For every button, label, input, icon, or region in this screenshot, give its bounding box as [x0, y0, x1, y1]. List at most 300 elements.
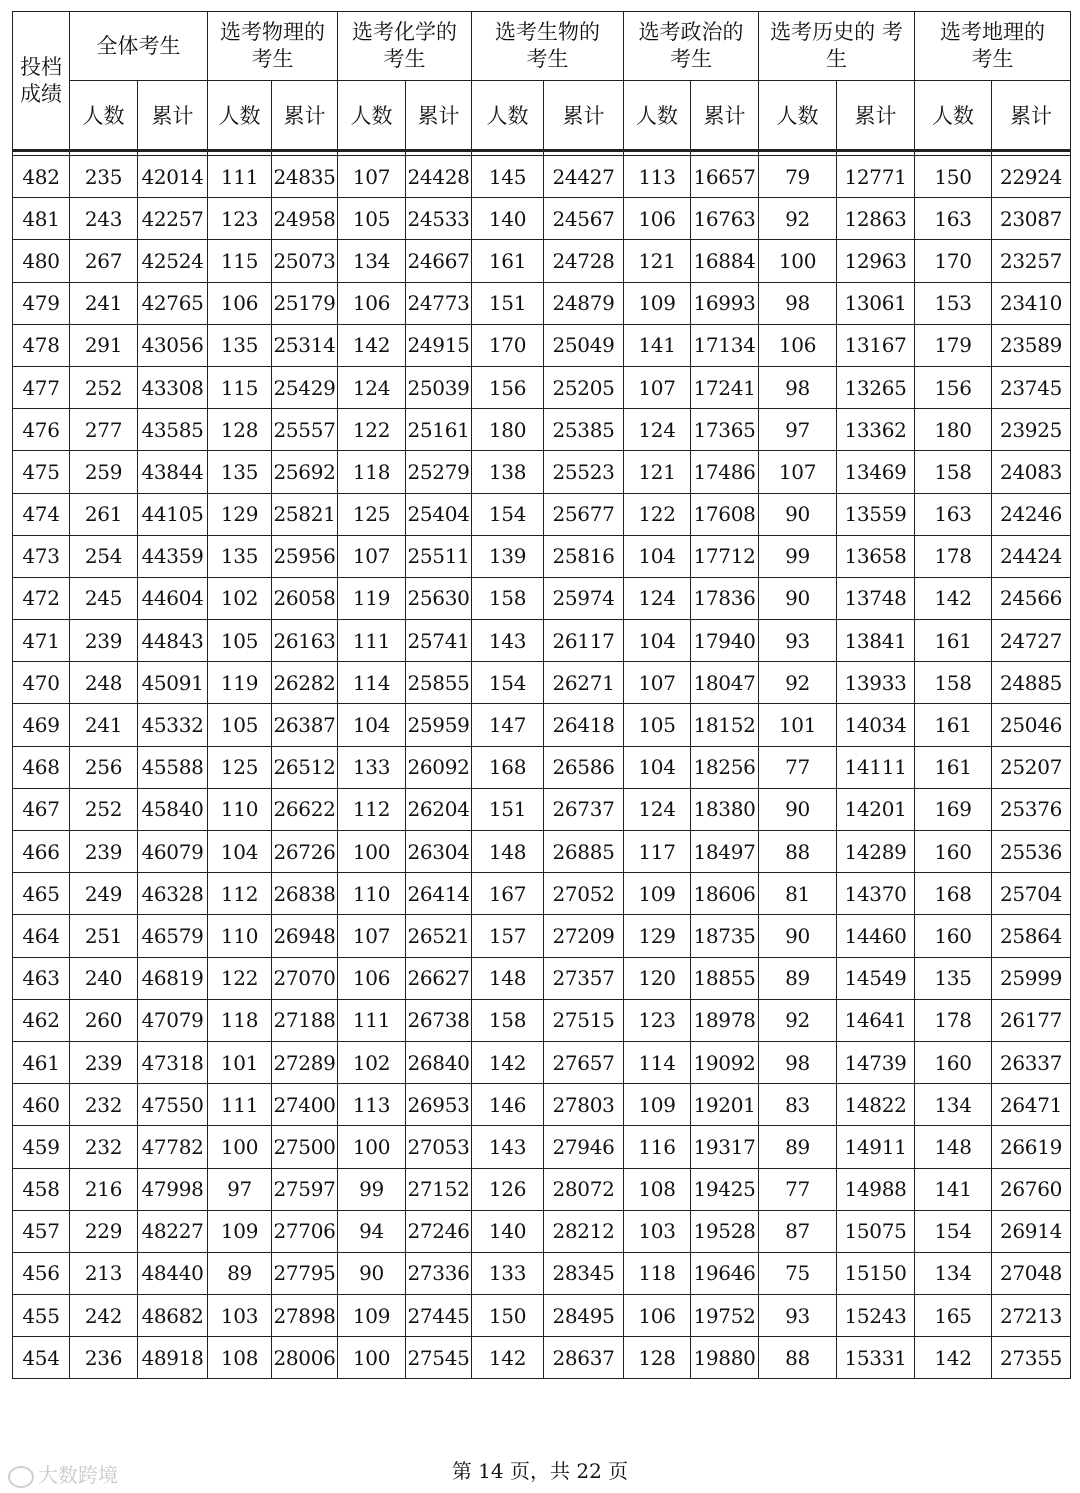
cumulative-cell: 16884	[691, 240, 759, 282]
cumulative-cell: 24424	[992, 535, 1071, 577]
count-cell: 106	[208, 282, 272, 324]
table-row	[13, 577, 1071, 619]
cumulative-cell: 17134	[691, 324, 759, 366]
count-cell: 104	[624, 535, 691, 577]
count-cell: 75	[759, 1252, 837, 1294]
count-cell: 267	[70, 240, 138, 282]
cumulative-cell: 24915	[406, 324, 472, 366]
cumulative-cell: 19880	[691, 1337, 759, 1379]
cumulative-cell: 25704	[992, 873, 1071, 915]
count-cell: 142	[472, 1041, 544, 1083]
cumulative-cell: 16657	[691, 156, 759, 198]
count-cell: 160	[915, 831, 992, 873]
count-cell: 113	[338, 1084, 406, 1126]
cumulative-cell: 24246	[992, 493, 1071, 535]
count-cell: 102	[208, 577, 272, 619]
cumulative-cell: 13469	[837, 451, 915, 493]
count-cell: 88	[759, 1337, 837, 1379]
cumulative-cell: 26737	[544, 788, 624, 830]
cumulative-cell: 25692	[272, 451, 338, 493]
cumulative-cell: 24567	[544, 198, 624, 240]
cumulative-cell: 13167	[837, 324, 915, 366]
table-row	[13, 1126, 1071, 1168]
cumulative-cell: 24533	[406, 198, 472, 240]
count-cell: 104	[624, 620, 691, 662]
count-cell: 124	[338, 366, 406, 408]
count-cell: 124	[624, 577, 691, 619]
count-cell: 104	[624, 746, 691, 788]
cumulative-column-header: 累计	[837, 81, 915, 151]
cumulative-cell: 25557	[272, 409, 338, 451]
cumulative-cell: 19528	[691, 1210, 759, 1252]
cumulative-cell: 25179	[272, 282, 338, 324]
cumulative-column-header: 累计	[992, 81, 1071, 151]
cumulative-cell: 28072	[544, 1168, 624, 1210]
count-cell: 256	[70, 746, 138, 788]
cumulative-cell: 18978	[691, 999, 759, 1041]
cumulative-cell: 26282	[272, 662, 338, 704]
cumulative-cell: 26271	[544, 662, 624, 704]
count-cell: 143	[472, 1126, 544, 1168]
count-cell: 261	[70, 493, 138, 535]
cumulative-cell: 24427	[544, 156, 624, 198]
cumulative-cell: 18497	[691, 831, 759, 873]
cumulative-cell: 42524	[138, 240, 208, 282]
cumulative-cell: 27188	[272, 999, 338, 1041]
count-cell: 101	[208, 1041, 272, 1083]
count-cell: 259	[70, 451, 138, 493]
cumulative-cell: 19425	[691, 1168, 759, 1210]
count-cell: 88	[759, 831, 837, 873]
score-cell: 481	[13, 198, 70, 240]
count-cell: 89	[759, 957, 837, 999]
count-cell: 90	[759, 493, 837, 535]
table-row	[13, 957, 1071, 999]
cumulative-cell: 43844	[138, 451, 208, 493]
cumulative-cell: 26414	[406, 873, 472, 915]
cumulative-cell: 42257	[138, 198, 208, 240]
cumulative-cell: 26471	[992, 1084, 1071, 1126]
cumulative-cell: 25523	[544, 451, 624, 493]
count-cell: 239	[70, 831, 138, 873]
cumulative-cell: 24667	[406, 240, 472, 282]
score-cell: 457	[13, 1210, 70, 1252]
count-cell: 143	[472, 620, 544, 662]
cumulative-cell: 26163	[272, 620, 338, 662]
count-cell: 241	[70, 282, 138, 324]
count-cell: 117	[624, 831, 691, 873]
count-cell: 109	[624, 1084, 691, 1126]
count-cell: 110	[338, 873, 406, 915]
count-cell: 90	[759, 577, 837, 619]
cumulative-cell: 27445	[406, 1295, 472, 1337]
count-cell: 245	[70, 577, 138, 619]
cumulative-cell: 12771	[837, 156, 915, 198]
table-row	[13, 620, 1071, 662]
count-cell: 158	[472, 999, 544, 1041]
count-cell: 168	[915, 873, 992, 915]
count-cell: 124	[624, 788, 691, 830]
count-cell: 179	[915, 324, 992, 366]
cumulative-cell: 12963	[837, 240, 915, 282]
cumulative-cell: 18606	[691, 873, 759, 915]
count-cell: 135	[208, 451, 272, 493]
count-cell: 156	[472, 366, 544, 408]
cumulative-cell: 17712	[691, 535, 759, 577]
count-cell: 157	[472, 915, 544, 957]
count-cell: 119	[208, 662, 272, 704]
score-cell: 478	[13, 324, 70, 366]
count-cell: 124	[624, 409, 691, 451]
cumulative-cell: 26521	[406, 915, 472, 957]
count-cell: 148	[915, 1126, 992, 1168]
cumulative-cell: 27946	[544, 1126, 624, 1168]
cumulative-cell: 25511	[406, 535, 472, 577]
cumulative-column-header: 累计	[138, 81, 208, 151]
count-cell: 115	[208, 366, 272, 408]
table-row	[13, 1084, 1071, 1126]
cumulative-cell: 17608	[691, 493, 759, 535]
count-cell: 232	[70, 1126, 138, 1168]
count-cell: 100	[338, 831, 406, 873]
count-cell: 113	[624, 156, 691, 198]
table-row	[13, 704, 1071, 746]
count-cell: 291	[70, 324, 138, 366]
cumulative-cell: 25816	[544, 535, 624, 577]
score-cell: 476	[13, 409, 70, 451]
count-cell: 158	[915, 451, 992, 493]
cumulative-cell: 26738	[406, 999, 472, 1041]
count-cell: 125	[338, 493, 406, 535]
count-cell: 77	[759, 746, 837, 788]
count-cell: 249	[70, 873, 138, 915]
cumulative-column-header: 累计	[691, 81, 759, 151]
cumulative-cell: 27898	[272, 1295, 338, 1337]
cumulative-cell: 23589	[992, 324, 1071, 366]
count-cell: 160	[915, 915, 992, 957]
score-cell: 477	[13, 366, 70, 408]
cumulative-cell: 18152	[691, 704, 759, 746]
table-row	[13, 1168, 1071, 1210]
cumulative-cell: 46579	[138, 915, 208, 957]
cumulative-cell: 27597	[272, 1168, 338, 1210]
cumulative-cell: 27289	[272, 1041, 338, 1083]
cumulative-cell: 17836	[691, 577, 759, 619]
cumulative-cell: 47318	[138, 1041, 208, 1083]
cumulative-cell: 19646	[691, 1252, 759, 1294]
count-cell: 151	[472, 282, 544, 324]
count-cell: 122	[208, 957, 272, 999]
count-cell: 129	[624, 915, 691, 957]
table-row	[13, 409, 1071, 451]
cumulative-cell: 46819	[138, 957, 208, 999]
cumulative-cell: 25959	[406, 704, 472, 746]
count-cell: 150	[915, 156, 992, 198]
cumulative-cell: 46079	[138, 831, 208, 873]
count-cell: 134	[915, 1084, 992, 1126]
cumulative-cell: 12863	[837, 198, 915, 240]
cumulative-cell: 27048	[992, 1252, 1071, 1294]
count-cell: 83	[759, 1084, 837, 1126]
count-cell: 133	[338, 746, 406, 788]
cumulative-cell: 27706	[272, 1210, 338, 1252]
cumulative-cell: 43585	[138, 409, 208, 451]
cumulative-cell: 25073	[272, 240, 338, 282]
count-cell: 139	[472, 535, 544, 577]
cumulative-cell: 24566	[992, 577, 1071, 619]
table-row	[13, 198, 1071, 240]
count-cell: 112	[208, 873, 272, 915]
count-cell: 115	[208, 240, 272, 282]
count-cell: 133	[472, 1252, 544, 1294]
cumulative-cell: 27152	[406, 1168, 472, 1210]
cumulative-cell: 27355	[992, 1337, 1071, 1379]
count-cell: 103	[208, 1295, 272, 1337]
score-cell: 473	[13, 535, 70, 577]
count-cell: 87	[759, 1210, 837, 1252]
score-cell: 462	[13, 999, 70, 1041]
count-cell: 97	[208, 1168, 272, 1210]
cumulative-cell: 17365	[691, 409, 759, 451]
group-header-all: 全体考生	[70, 12, 208, 81]
cumulative-cell: 14111	[837, 746, 915, 788]
cumulative-cell: 13748	[837, 577, 915, 619]
cumulative-cell: 14460	[837, 915, 915, 957]
cumulative-cell: 26117	[544, 620, 624, 662]
count-cell: 89	[759, 1126, 837, 1168]
cumulative-cell: 18855	[691, 957, 759, 999]
cumulative-cell: 25429	[272, 366, 338, 408]
count-cell: 178	[915, 999, 992, 1041]
count-cell: 128	[208, 409, 272, 451]
cumulative-cell: 25314	[272, 324, 338, 366]
cumulative-cell: 27515	[544, 999, 624, 1041]
cumulative-cell: 28495	[544, 1295, 624, 1337]
cumulative-cell: 26914	[992, 1210, 1071, 1252]
cumulative-cell: 24835	[272, 156, 338, 198]
cumulative-cell: 27803	[544, 1084, 624, 1126]
cumulative-cell: 15075	[837, 1210, 915, 1252]
cumulative-cell: 25376	[992, 788, 1071, 830]
table-row	[13, 1210, 1071, 1252]
count-cell: 161	[915, 704, 992, 746]
cumulative-cell: 22924	[992, 156, 1071, 198]
cumulative-cell: 19752	[691, 1295, 759, 1337]
cumulative-cell: 25956	[272, 535, 338, 577]
cumulative-cell: 15243	[837, 1295, 915, 1337]
score-cell: 463	[13, 957, 70, 999]
cumulative-cell: 15150	[837, 1252, 915, 1294]
count-cell: 236	[70, 1337, 138, 1379]
cumulative-cell: 47782	[138, 1126, 208, 1168]
table-row	[13, 156, 1071, 198]
count-cell: 111	[338, 620, 406, 662]
score-column-header: 投档 成绩	[13, 12, 70, 151]
count-cell: 92	[759, 198, 837, 240]
count-cell: 229	[70, 1210, 138, 1252]
table-row	[13, 831, 1071, 873]
count-cell: 156	[915, 366, 992, 408]
cumulative-cell: 48682	[138, 1295, 208, 1337]
cumulative-column-header: 累计	[272, 81, 338, 151]
count-cell: 240	[70, 957, 138, 999]
cumulative-cell: 28212	[544, 1210, 624, 1252]
score-cell: 467	[13, 788, 70, 830]
table-row	[13, 746, 1071, 788]
cumulative-cell: 25161	[406, 409, 472, 451]
cumulative-cell: 18256	[691, 746, 759, 788]
cumulative-cell: 26619	[992, 1126, 1071, 1168]
cumulative-cell: 24773	[406, 282, 472, 324]
cumulative-cell: 25205	[544, 366, 624, 408]
table-row	[13, 999, 1071, 1041]
count-cell: 239	[70, 1041, 138, 1083]
cumulative-cell: 26512	[272, 746, 338, 788]
cumulative-cell: 27246	[406, 1210, 472, 1252]
count-cell: 251	[70, 915, 138, 957]
cumulative-cell: 27070	[272, 957, 338, 999]
cumulative-cell: 27213	[992, 1295, 1071, 1337]
count-cell: 107	[759, 451, 837, 493]
cumulative-cell: 16763	[691, 198, 759, 240]
cumulative-cell: 25385	[544, 409, 624, 451]
count-cell: 163	[915, 493, 992, 535]
count-cell: 163	[915, 198, 992, 240]
count-cell: 107	[624, 366, 691, 408]
cumulative-cell: 25630	[406, 577, 472, 619]
table-row	[13, 324, 1071, 366]
count-cell: 154	[472, 662, 544, 704]
count-cell: 100	[338, 1126, 406, 1168]
count-column-header: 人数	[624, 81, 691, 151]
cumulative-cell: 18735	[691, 915, 759, 957]
count-column-header: 人数	[759, 81, 837, 151]
count-cell: 109	[624, 282, 691, 324]
count-cell: 277	[70, 409, 138, 451]
count-cell: 108	[208, 1337, 272, 1379]
count-cell: 146	[472, 1084, 544, 1126]
cumulative-cell: 25864	[992, 915, 1071, 957]
cumulative-cell: 27053	[406, 1126, 472, 1168]
cumulative-cell: 19201	[691, 1084, 759, 1126]
count-cell: 241	[70, 704, 138, 746]
count-cell: 100	[208, 1126, 272, 1168]
cumulative-cell: 23745	[992, 366, 1071, 408]
count-cell: 111	[208, 156, 272, 198]
cumulative-cell: 44359	[138, 535, 208, 577]
cumulative-cell: 25049	[544, 324, 624, 366]
count-cell: 110	[208, 788, 272, 830]
score-cell: 471	[13, 620, 70, 662]
cumulative-cell: 13658	[837, 535, 915, 577]
count-cell: 145	[472, 156, 544, 198]
cumulative-cell: 14641	[837, 999, 915, 1041]
count-cell: 118	[624, 1252, 691, 1294]
cumulative-cell: 26760	[992, 1168, 1071, 1210]
table-row	[13, 1295, 1071, 1337]
cumulative-cell: 26058	[272, 577, 338, 619]
count-cell: 167	[472, 873, 544, 915]
count-column-header: 人数	[472, 81, 544, 151]
cumulative-cell: 26304	[406, 831, 472, 873]
cumulative-cell: 14201	[837, 788, 915, 830]
score-cell: 464	[13, 915, 70, 957]
group-header-physics: 选考物理的 考生	[208, 12, 338, 81]
cumulative-cell: 26387	[272, 704, 338, 746]
cumulative-cell: 14289	[837, 831, 915, 873]
count-cell: 103	[624, 1210, 691, 1252]
score-cell: 479	[13, 282, 70, 324]
count-cell: 106	[624, 198, 691, 240]
count-cell: 178	[915, 535, 992, 577]
count-cell: 107	[338, 156, 406, 198]
cumulative-cell: 14034	[837, 704, 915, 746]
cumulative-cell: 25207	[992, 746, 1071, 788]
cumulative-cell: 26586	[544, 746, 624, 788]
cumulative-cell: 42014	[138, 156, 208, 198]
count-cell: 147	[472, 704, 544, 746]
cumulative-cell: 28345	[544, 1252, 624, 1294]
cumulative-cell: 17241	[691, 366, 759, 408]
cumulative-cell: 26177	[992, 999, 1071, 1041]
count-cell: 107	[338, 915, 406, 957]
cumulative-cell: 14549	[837, 957, 915, 999]
count-cell: 135	[208, 324, 272, 366]
count-cell: 216	[70, 1168, 138, 1210]
cumulative-cell: 25046	[992, 704, 1071, 746]
count-cell: 110	[208, 915, 272, 957]
watermark	[8, 1459, 118, 1488]
count-cell: 92	[759, 999, 837, 1041]
cumulative-cell: 15331	[837, 1337, 915, 1379]
score-cell: 458	[13, 1168, 70, 1210]
count-cell: 134	[338, 240, 406, 282]
cumulative-cell: 27500	[272, 1126, 338, 1168]
cumulative-cell: 25677	[544, 493, 624, 535]
count-cell: 129	[208, 493, 272, 535]
count-cell: 142	[915, 577, 992, 619]
score-cell: 461	[13, 1041, 70, 1083]
count-cell: 105	[208, 620, 272, 662]
count-cell: 106	[624, 1295, 691, 1337]
cumulative-cell: 27545	[406, 1337, 472, 1379]
count-cell: 121	[624, 240, 691, 282]
count-cell: 107	[624, 662, 691, 704]
cumulative-cell: 27052	[544, 873, 624, 915]
count-cell: 170	[915, 240, 992, 282]
count-cell: 252	[70, 366, 138, 408]
count-cell: 93	[759, 1295, 837, 1337]
cumulative-cell: 14370	[837, 873, 915, 915]
cumulative-cell: 13841	[837, 620, 915, 662]
cumulative-cell: 25999	[992, 957, 1071, 999]
count-cell: 153	[915, 282, 992, 324]
cumulative-cell: 43308	[138, 366, 208, 408]
count-cell: 105	[624, 704, 691, 746]
count-cell: 121	[624, 451, 691, 493]
score-cell: 454	[13, 1337, 70, 1379]
cumulative-cell: 27400	[272, 1084, 338, 1126]
table-row	[13, 662, 1071, 704]
count-cell: 90	[759, 915, 837, 957]
count-cell: 112	[338, 788, 406, 830]
cumulative-cell: 17486	[691, 451, 759, 493]
table-row	[13, 240, 1071, 282]
cumulative-cell: 13061	[837, 282, 915, 324]
count-cell: 106	[338, 282, 406, 324]
cumulative-cell: 26948	[272, 915, 338, 957]
page-footer: 第 14 页，共 22 页	[451, 1459, 629, 1483]
